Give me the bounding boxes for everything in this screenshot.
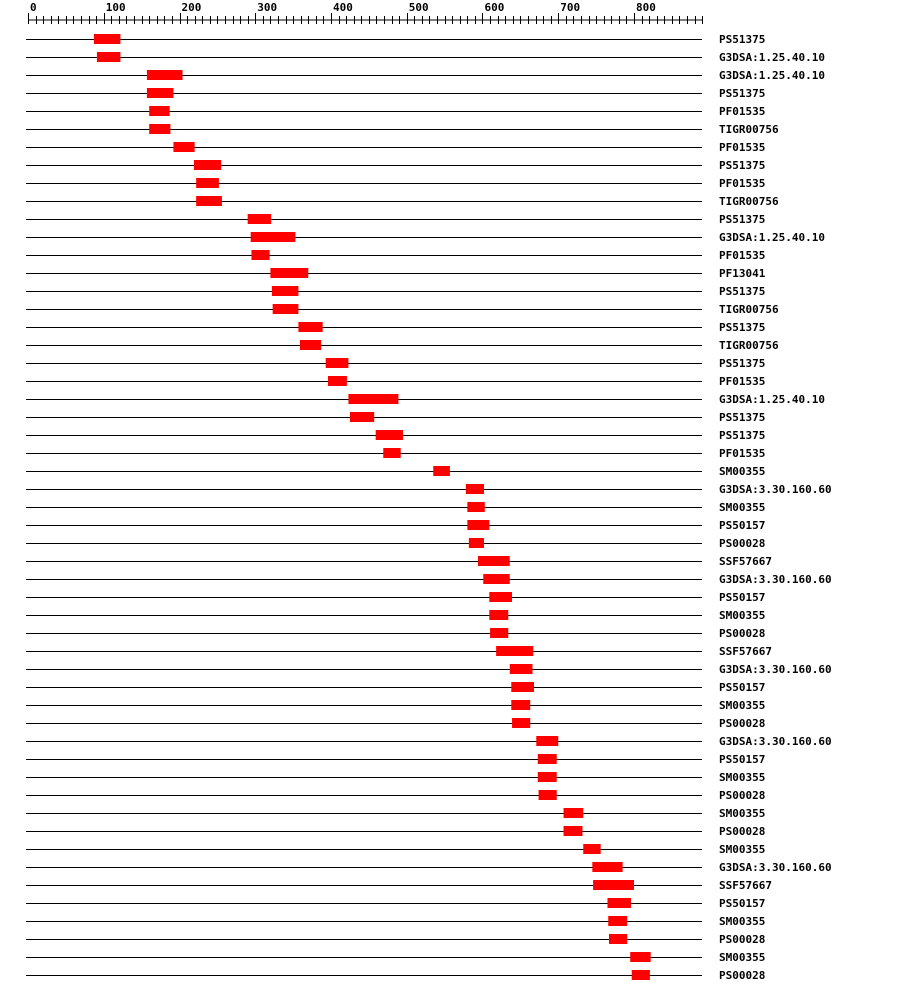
domain-bar (376, 430, 403, 440)
domain-bar (538, 772, 557, 782)
domain-row (26, 609, 765, 622)
row-label: PS51375 (719, 429, 766, 442)
x-tick-label: 400 (333, 1, 353, 14)
row-label: PS00028 (719, 969, 766, 982)
domain-rows (26, 33, 832, 982)
domain-bar (251, 232, 296, 242)
domain-bar (273, 304, 299, 314)
domain-bar (536, 736, 558, 746)
domain-bar (328, 376, 347, 386)
row-label: PS50157 (719, 519, 766, 532)
row-label: G3DSA:3.30.160.60 (719, 861, 832, 874)
row-label: SSF57667 (719, 879, 772, 892)
domain-bar (147, 70, 183, 80)
row-label: PS51375 (719, 87, 766, 100)
domain-bar (348, 394, 398, 404)
row-label: PS00028 (719, 537, 766, 550)
domain-row (26, 573, 832, 586)
domain-row (26, 645, 772, 658)
domain-row (26, 87, 765, 100)
domain-bar (593, 880, 634, 890)
domain-row (26, 393, 825, 406)
row-label: PS00028 (719, 717, 766, 730)
domain-bar (97, 52, 120, 62)
domain-row (26, 591, 765, 604)
row-label: PS51375 (719, 357, 766, 370)
row-label: G3DSA:1.25.40.10 (719, 51, 825, 64)
domain-bar (592, 862, 622, 872)
row-label: TIGR00756 (719, 339, 779, 352)
row-label: SM00355 (719, 843, 766, 856)
row-label: PS00028 (719, 627, 766, 640)
domain-bar (270, 268, 308, 278)
row-label: PF01535 (719, 105, 766, 118)
row-label: PS51375 (719, 285, 766, 298)
domain-bar (298, 322, 322, 332)
domain-row (26, 285, 765, 298)
domain-row (26, 897, 765, 910)
domain-row (26, 105, 765, 118)
domain-row (26, 321, 765, 334)
row-label: PF01535 (719, 141, 766, 154)
domain-bar (489, 592, 512, 602)
row-label: SM00355 (719, 609, 766, 622)
domain-row (26, 735, 832, 748)
domain-row (26, 357, 765, 370)
row-label: PF01535 (719, 177, 766, 190)
domain-row (26, 879, 772, 892)
domain-bar (583, 844, 600, 854)
domain-bar (251, 250, 269, 260)
domain-row (26, 213, 765, 226)
domain-bar (194, 160, 221, 170)
row-label: SM00355 (719, 771, 766, 784)
domain-row (26, 789, 765, 802)
domain-bar (632, 970, 650, 980)
domain-bar (326, 358, 349, 368)
domain-row (26, 177, 765, 190)
domain-row (26, 753, 765, 766)
row-label: G3DSA:1.25.40.10 (719, 69, 825, 82)
domain-row (26, 69, 825, 82)
row-label: PS50157 (719, 591, 766, 604)
domain-row (26, 447, 765, 460)
row-label: SM00355 (719, 807, 766, 820)
row-label: PS00028 (719, 825, 766, 838)
domain-bar (196, 178, 219, 188)
row-label: PF13041 (719, 267, 766, 280)
row-label: TIGR00756 (719, 303, 779, 316)
domain-row (26, 807, 765, 820)
domain-row (26, 267, 766, 280)
domain-row (26, 933, 765, 946)
row-label: SM00355 (719, 699, 766, 712)
row-label: PF01535 (719, 249, 766, 262)
domain-row (26, 951, 765, 964)
domain-row (26, 627, 765, 640)
domain-bar (196, 196, 222, 206)
row-label: G3DSA:3.30.160.60 (719, 573, 832, 586)
row-label: PS50157 (719, 897, 766, 910)
domain-row (26, 555, 772, 568)
row-label: SSF57667 (719, 555, 772, 568)
row-label: PS50157 (719, 681, 766, 694)
row-label: PS00028 (719, 933, 766, 946)
x-tick-label: 200 (181, 1, 202, 14)
domain-bar (149, 124, 170, 134)
row-label: PS51375 (719, 159, 766, 172)
domain-bar (469, 538, 484, 548)
domain-bar (512, 718, 530, 728)
row-label: G3DSA:1.25.40.10 (719, 393, 825, 406)
row-label: PS51375 (719, 213, 766, 226)
domain-bar (511, 700, 530, 710)
row-label: PS51375 (719, 411, 766, 424)
domain-bar (248, 214, 271, 224)
domain-row (26, 537, 765, 550)
domain-row (26, 249, 765, 262)
domain-row (26, 429, 765, 442)
domain-row (26, 915, 765, 928)
x-tick-label: 800 (636, 1, 656, 14)
domain-row (26, 501, 765, 514)
row-label: SM00355 (719, 501, 766, 514)
domain-bar (173, 142, 194, 152)
domain-row (26, 861, 832, 874)
row-label: SM00355 (719, 915, 766, 928)
x-tick-label: 300 (257, 1, 278, 14)
row-label: G3DSA:3.30.160.60 (719, 483, 832, 496)
domain-bar (147, 88, 174, 98)
domain-bar (630, 952, 650, 962)
row-label: PF01535 (719, 375, 766, 388)
domain-bar (149, 106, 169, 116)
domain-row (26, 51, 825, 64)
domain-bar (383, 448, 400, 458)
x-tick-label: 600 (484, 1, 505, 14)
domain-row (26, 663, 832, 676)
domain-row (26, 483, 832, 496)
row-label: SSF57667 (719, 645, 772, 658)
domain-bar (490, 628, 508, 638)
domain-row (26, 771, 765, 784)
row-label: TIGR00756 (719, 195, 779, 208)
domain-row (26, 969, 765, 982)
domain-bar (94, 34, 121, 44)
x-tick-label: 0 (30, 1, 37, 14)
domain-bar (607, 898, 630, 908)
domain-bar (539, 790, 557, 800)
domain-row (26, 339, 779, 352)
domain-bar (496, 646, 533, 656)
domain-row (26, 33, 765, 46)
domain-row (26, 825, 765, 838)
domain-row (26, 303, 779, 316)
domain-row (26, 141, 765, 154)
row-label: PF01535 (719, 447, 766, 460)
x-tick-label: 700 (560, 1, 581, 14)
domain-bar (478, 556, 510, 566)
domain-row (26, 231, 825, 244)
row-label: TIGR00756 (719, 123, 779, 136)
domain-row (26, 465, 765, 478)
domain-bar (300, 340, 321, 350)
row-label: G3DSA:1.25.40.10 (719, 231, 825, 244)
domain-row (26, 699, 765, 712)
domain-row (26, 681, 765, 694)
domain-row (26, 159, 765, 172)
domain-row (26, 717, 765, 730)
domain-bar (433, 466, 450, 476)
domain-row (26, 411, 765, 424)
row-label: PS51375 (719, 321, 766, 334)
domain-bar (350, 412, 374, 422)
row-label: G3DSA:3.30.160.60 (719, 735, 832, 748)
row-label: G3DSA:3.30.160.60 (719, 663, 832, 676)
domain-bar (511, 682, 534, 692)
domain-bar (272, 286, 299, 296)
domain-row (26, 843, 765, 856)
domain-bar (483, 574, 510, 584)
x-tick-label: 500 (408, 1, 429, 14)
domain-row (26, 123, 779, 136)
domain-bar (467, 520, 489, 530)
domain-row (26, 519, 765, 532)
row-label: SM00355 (719, 465, 766, 478)
domain-bar (489, 610, 508, 620)
domain-bar (467, 502, 484, 512)
domain-bar (608, 916, 627, 926)
row-label: PS50157 (719, 753, 766, 766)
domain-bar (510, 664, 533, 674)
domain-bar (564, 826, 583, 836)
domain-bar (466, 484, 484, 494)
x-tick-label: 100 (105, 1, 126, 14)
domain-row (26, 195, 779, 208)
domain-bar (538, 754, 557, 764)
domain-bar (609, 934, 627, 944)
row-label: PS51375 (719, 33, 766, 46)
row-label: SM00355 (719, 951, 766, 964)
row-label: PS00028 (719, 789, 766, 802)
domain-bar (564, 808, 584, 818)
domain-row (26, 375, 765, 388)
x-axis (28, 1, 703, 24)
